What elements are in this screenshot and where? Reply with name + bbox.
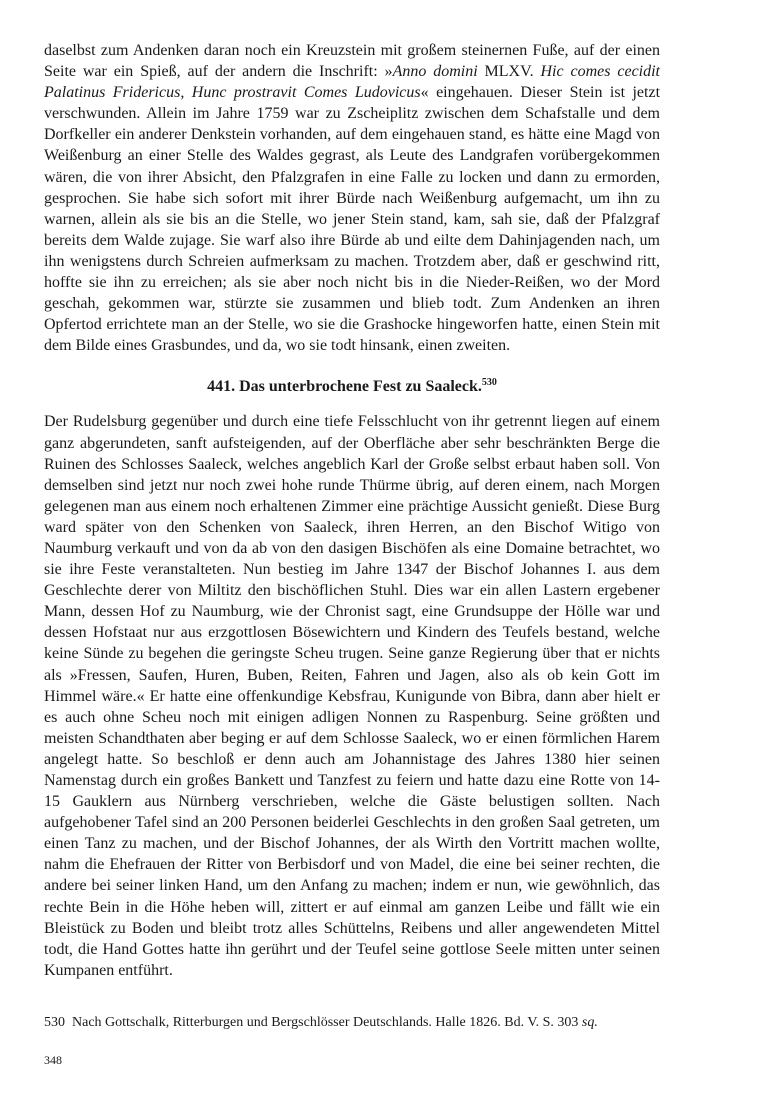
footnote	[44, 1014, 684, 1032]
footnote-text-italic: sq.	[581, 1015, 598, 1030]
paragraph-saaleck: Der Rudelsburg gegenüber und durch eine tiefe Felsschlucht von ihr getrennt liegen auf einem ganz abgerundeten, sanft aufsteigenden, auf der Oberfläche aber sehr beschränkten Berge die Ruinen des Schlosses Saaleck, welches angeblich Karl der Große selbst erbaut haben soll. Von demselben sind jetzt nur noch zwei hohe runde Thürme übrig, auf deren einem, nach Morgen gelegenen man aus einem noch erhaltenen Zimmer eine prächtige Aussicht genießt. Diese Burg ward später von den Schenken von Saaleck, ihren Herren, an den Bischof Witigo von Naumburg verkauft und von da ab von den dasigen Bischöfen als eine Domaine betrachtet, wo sie ihre Feste veranstalteten. Nun bestieg im Jahre 1347 der Bischof Johannes I. aus dem Geschlechte derer von Miltitz den bischöflichen Stuhl. Dies war ein allen Lastern ergebener Mann, dessen Hof zu Naumburg, wie der Chronist sagt, eine Grundsuppe der Hölle war und dessen Hofstaat nur aus erzgottlosen Bösewichtern und Kindern des Teufels bestand, welche keine Sünde zu begehen die geringste Scheu trugen. Seine ganze Regierung über that er nichts als »Fressen, Saufen, Huren, Buben, Reiten, Fahren und Jagen, also als ob kein Gott im Himmel wäre.« Er hatte eine offenkundige Kebsfrau, Kunigunde von Bibra, dann aber hielt er es auch ohne Scheu noch mit einigen adligen Nonnen zu Raspenburg. Seine größten und meisten Schandthaten aber beging er auf dem Schlosse Saaleck, wo er einen förmlichen Harem angelegt hatte. So beschloß er denn auch am Johannistage des Jahres 1380 hier seinen Namenstag durch ein großes Bankett und Tanzfest zu feiern und hatte dazu eine Rotte von 14-15 Gauklern aus Nürnberg verschrieben, welche die Gäste belustigen sollten. Nach aufgehobener Tafel sind an 200 Personen beiderlei Geschlechts in den großen Saal getreten, um einen Tanz zu machen, und der Bischof Johannes, der als Wirth den Vortritt machen wollte, nahm die Ehefrauen der Ritter von Berbisdorf und von Madel, die eine bei seiner rechten, die andere bei seiner linken Hand, um den Anfang zu machen; indem er nun, wie gewöhnlich, das rechte Bein in die Höhe heben will, zittert er auf einmal am ganzen Leibe und fällt wie ein Bleistück zu Boden und bleibt trotz alles Schüttelns, Reibens und aller angewendeten Mittel todt, die Hand Gottes hatte ihn gerührt und der Teufel seine gottlose Seele mitten unter seinen Kumpanen entführt.	[44, 413, 660, 979]
latin-inscription: Hic comes cecidit Palatinus Fridericus, Hunc prostravit Comes Ludovicus	[44, 63, 661, 102]
section-title: 441. Das unterbrochene Fest zu Saaleck.	[207, 378, 482, 396]
footnote-marker: 530	[481, 377, 497, 389]
latin-phrase-anno-domini: Anno domini	[392, 63, 478, 81]
paragraph-intro-part-5: « eingehauen. Dieser Stein ist jetzt verschwunden. Allein im Jahre 1759 war zu Zscheiplitz zwischen dem Schafstalle und dem Dorfkeller ein anderer Denkstein vorhanden, auf dem eingehauen stand, es hätte eine Magd von Weißenburg an einer Stelle des Waldes gegrast, als Leute des Landgrafen vorübergekommen wären, die von ihrer Absicht, den Pfalzgrafen in eine Falle zu locken und dann zu ermorden, gesprochen. Sie habe sich sofort mit ihrer Bürde nach Weißenburg aufgemacht, um ihn zu warnen, allein als sie bis an die Stelle, wo jener Stein stand, kam, sah sie, daß der Pfalzgraf bereits dem Walde zujage. Sie warf also ihre Bürde ab und eilte dem Dahinjagenden nach, um ihn wenigstens durch Schreien aufmerksam zu machen. Trotzdem aber, daß er geschwind ritt, hoffte sie ihn zu erreichen; als sie aber noch nicht bis in die Nieder-Reißen, wo der Mord geschah, gekommen war, stürzte sie zusammen und blieb todt. Zum Andenken an ihren Opfertod errichtete man an der Stelle, wo sie die Grashocke hingeworfen hatte, einen Stein mit dem Bilde eines Grasbundes, und da, wo sie todt hinsank, einen zweiten.	[44, 84, 661, 355]
paragraph-intro-part-1: daselbst zum Andenken daran noch ein Kreuzstein mit großem steinernen Fuße, auf der einen Seite war ein Spieß, auf der andern die Inschrift: »	[44, 42, 660, 81]
paragraph-intro	[44, 40, 660, 356]
footnote-number: 530	[44, 1015, 65, 1030]
page-number: 348	[44, 1053, 62, 1067]
footnote-text: Nach Gottschalk, Ritterburgen und Bergschlösser Deutschlands. Halle 1826. Bd. V. S. 303	[72, 1015, 582, 1030]
page-body	[44, 40, 660, 981]
section-heading	[44, 376, 660, 398]
paragraph-intro-part-3: MLXV.	[477, 63, 541, 81]
